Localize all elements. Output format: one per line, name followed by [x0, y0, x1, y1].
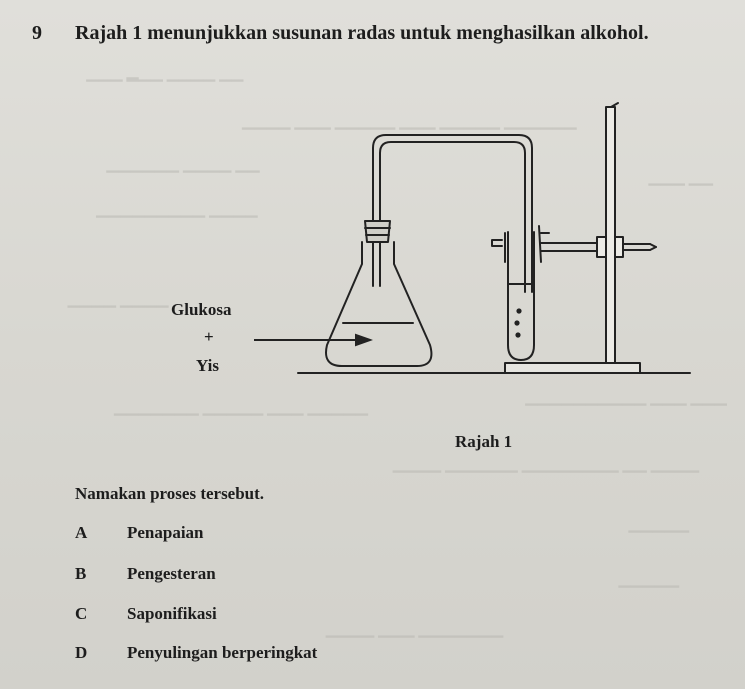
show-through-text: ▁▁▁▁ ▁▁▁ ▁▁▁▁▁▁▁ — [325, 622, 504, 638]
clamp-boss — [597, 237, 606, 257]
retort-stand-base — [505, 363, 640, 373]
show-through-text: ▁▁▁▁▁▁▁▁▁▁ ▁▁▁ ▁▁▁ — [525, 390, 727, 406]
option-text: Saponifikasi — [127, 604, 217, 623]
label-glukosa: Glukosa — [171, 300, 232, 319]
option-letter: D — [75, 643, 88, 662]
label-pointer-arrowhead — [356, 335, 370, 345]
option-letter: C — [75, 604, 88, 623]
option-text: Penapaian — [127, 523, 204, 542]
option-text: Penyulingan berperingkat — [127, 643, 318, 662]
show-through-text: ▁▁▁▁▁ — [628, 517, 690, 533]
show-through-text: ▁▁▁▁ ▁▁▁▁ — [67, 292, 169, 308]
question-prompt: Namakan proses tersebut. — [75, 484, 265, 503]
question-number: 9 — [32, 22, 42, 44]
retort-stand-rod — [606, 107, 615, 363]
bubble — [516, 308, 521, 313]
show-through-text: ▁▁▁▁▁▁ ▁▁▁▁ ▁▁ — [106, 157, 260, 173]
option-letter: A — [75, 523, 88, 542]
clamp-jaw — [492, 233, 505, 262]
option-b[interactable] — [75, 564, 216, 584]
diagram-caption: Rajah 1 — [455, 432, 513, 451]
show-through-text: ▁▁▁▁ ▁▁▁▁▁▁ ▁▁▁▁▁▁▁▁ ▁▁ ▁▁▁▁ — [392, 457, 700, 473]
label-plus: + — [204, 327, 214, 346]
stopper — [365, 221, 390, 242]
show-through-text: ▁▁▁▁▁ — [618, 572, 680, 588]
option-letter: B — [75, 564, 87, 583]
show-through-text: ▁▁▁ ▂▁▁ ▁▁▁▁ ▁▁ — [86, 66, 244, 82]
label-yis: Yis — [196, 356, 219, 375]
option-text: Pengesteran — [127, 564, 216, 583]
bubble — [514, 320, 519, 325]
test-tube — [508, 232, 534, 360]
question-text: Rajah 1 menunjukkan susunan radas untuk menghasilkan alkohol. — [75, 22, 649, 44]
bubble — [515, 332, 520, 337]
show-through-text: ▁▁▁▁ ▁▁▁ ▁▁▁▁▁ ▁▁▁ ▁▁▁▁▁ ▁▁▁▁▁▁ — [242, 114, 577, 130]
option-c[interactable] — [75, 604, 217, 624]
show-through-text: ▁▁▁ ▁▁ — [648, 170, 713, 186]
delivery-tube-inner — [380, 142, 525, 292]
show-through-text: ▁▁▁▁▁▁▁▁▁ ▁▁▁▁ — [96, 202, 258, 218]
option-a[interactable] — [75, 523, 204, 543]
conical-flask — [326, 242, 431, 366]
option-d[interactable] — [75, 643, 317, 663]
show-through-text: ▁▁▁▁▁▁▁ ▁▁▁▁▁ ▁▁▁ ▁▁▁▁▁ — [113, 400, 369, 416]
